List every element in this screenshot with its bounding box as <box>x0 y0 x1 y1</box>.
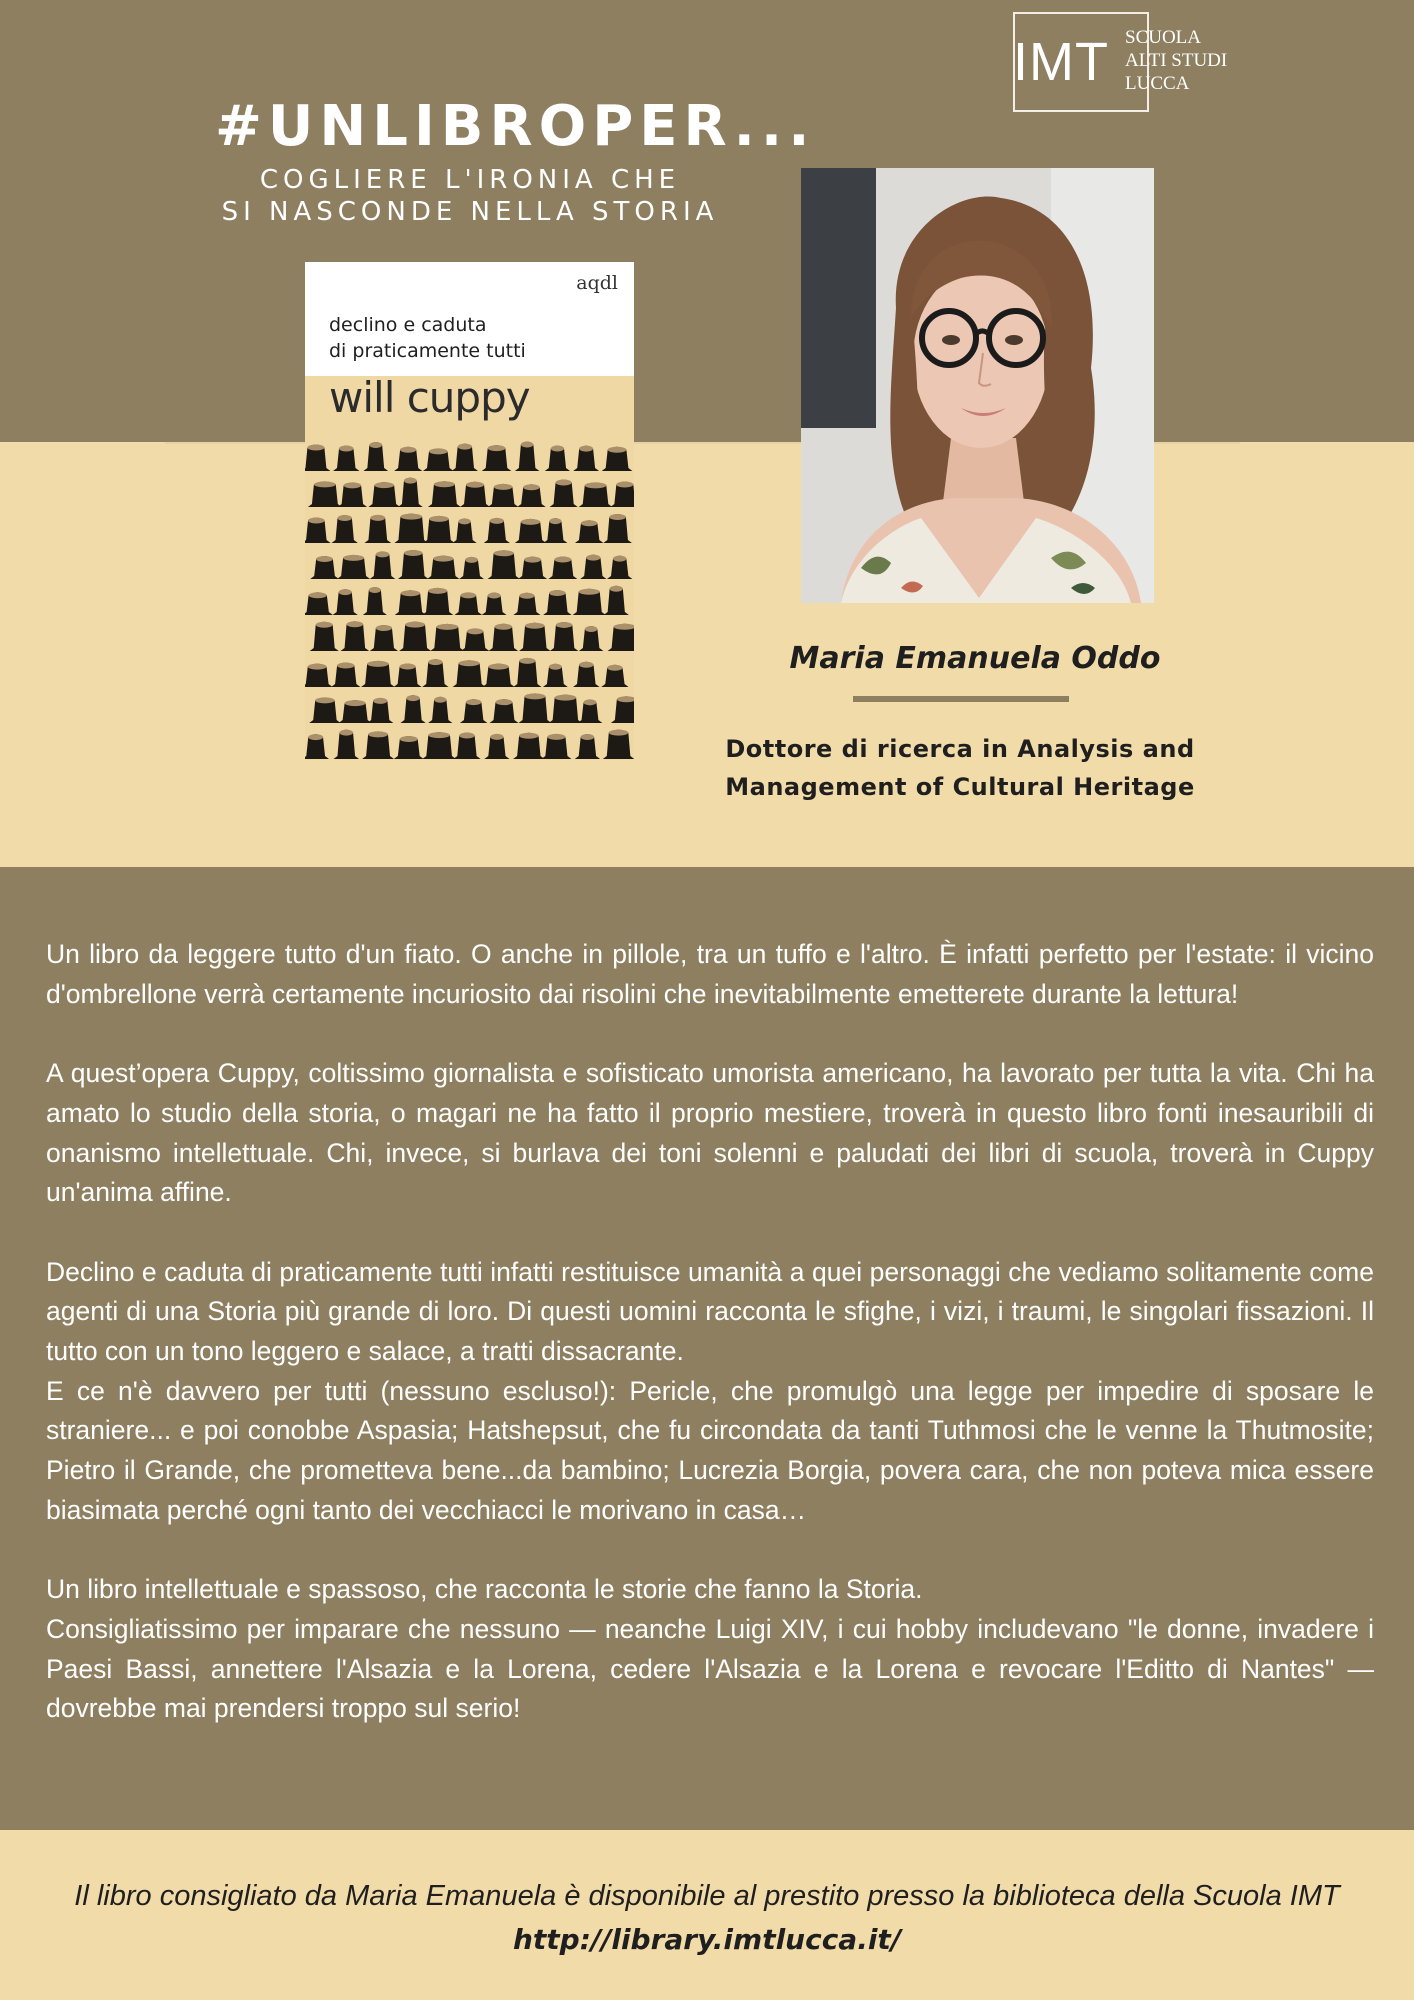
book-title-line-2: di praticamente tutti <box>329 340 526 362</box>
subtitle-line-1: COGLIERE L'IRONIA CHE <box>259 165 681 195</box>
stump-icon <box>430 624 464 651</box>
person-role <box>700 730 1220 806</box>
stump-icon <box>423 448 454 471</box>
stump-icon <box>339 700 372 723</box>
stump-icon <box>461 628 489 651</box>
stump-icon <box>579 482 613 507</box>
stump-icon <box>423 516 454 543</box>
stump-icon <box>460 699 487 723</box>
stump-icon <box>310 556 339 579</box>
stump-icon <box>488 484 519 507</box>
person-role-line-1: Dottore di ricerca in Analysis and <box>725 735 1195 763</box>
stump-icon <box>579 626 604 651</box>
stump-icon <box>368 482 400 507</box>
stump-icon <box>550 480 578 507</box>
stump-icon <box>305 592 333 615</box>
stump-icon <box>603 514 632 543</box>
stump-icon <box>394 447 422 471</box>
person-name: Maria Emanuela Oddo <box>789 641 1161 676</box>
stump-icon <box>364 515 391 543</box>
stump-icon <box>518 557 547 579</box>
author-portrait <box>801 168 1154 603</box>
paragraph-4: E ce n'è davvero per tutti (nessuno escluso!): Pericle, che promulgò una legge per impedire di sposare le straniere... e poi conobbe Aspasia; Hatshepsut, che fu circondata da tanti Tuthmosi che le venne la Thutmosite; Pietro il Grande, che prometteva bene...da bambino; Lucrezia Borgia, povera cara, che non poteva mica essere biasimata perché ogni tanto dei vecchiacci le morivano in casa… <box>46 1375 1374 1525</box>
paragraph-spacer <box>46 1014 1374 1054</box>
book-cover <box>305 262 634 760</box>
stump-icon <box>453 660 486 687</box>
stump-icon <box>489 624 519 651</box>
person-role-line-2: Management of Cultural Heritage <box>725 773 1195 801</box>
stump-icon <box>394 514 428 543</box>
stump-icon <box>452 444 478 471</box>
stump-icon <box>607 556 632 579</box>
paragraph-6: Consigliatissimo per imparare che nessuno — neanche Luigi XIV, i cui hobby includevano "le donne, invadere i Paesi Bassi, annettere l'Alsazia e la Lorena, cedere l'Alsazia e la Lorena e revocare l'Editto di Nantes" — dovrebbe mai prendersi troppo sul serio! <box>46 1613 1374 1724</box>
stump-icon <box>398 550 429 579</box>
stump-icon <box>482 592 507 615</box>
stump-icon <box>460 482 490 507</box>
stump-icon <box>513 658 541 687</box>
logo-line-3: LUCCA <box>1125 73 1190 94</box>
stump-icon <box>573 446 599 471</box>
book-title-line-1: declino e caduta <box>329 314 487 336</box>
paragraph-5: Un libro intellettuale e spassoso, che racconta le storie che fanno la Storia. <box>46 1574 923 1605</box>
stump-icon <box>603 730 634 759</box>
stump-icon <box>601 665 628 687</box>
stump-icon <box>519 623 551 651</box>
hashtag-title: #UNLIBROPER... <box>215 94 816 159</box>
library-link[interactable]: http://library.imtlucca.it/ <box>512 1923 902 1956</box>
stump-icon <box>573 589 606 615</box>
stump-icon <box>515 441 540 471</box>
stump-icon <box>422 588 453 615</box>
stump-icon <box>367 698 393 723</box>
publisher-logo: aqdl <box>576 272 618 294</box>
stump-icon <box>338 482 367 507</box>
stump-icon <box>333 730 359 759</box>
stump-icon <box>484 518 510 543</box>
stump-icon <box>578 699 603 723</box>
stump-icon <box>400 695 425 723</box>
stump-icon <box>575 734 600 759</box>
portrait-illustration <box>801 168 1154 603</box>
stump-icon <box>541 734 571 759</box>
stump-icon <box>453 733 480 759</box>
imt-logo <box>1013 12 1226 112</box>
stump-icon <box>543 590 571 615</box>
stump-icon <box>428 697 452 723</box>
paragraph-spacer <box>46 1213 1374 1253</box>
stump-icon <box>333 589 358 615</box>
stump-icon <box>455 592 483 615</box>
stump-icon <box>310 622 339 651</box>
stump-icon <box>308 481 342 507</box>
stump-icon <box>543 518 567 543</box>
stump-icon <box>513 593 540 615</box>
stump-icon <box>332 515 358 543</box>
logo-text <box>1125 26 1227 95</box>
subtitle <box>200 164 740 228</box>
stump-icon <box>549 695 582 723</box>
name-divider <box>853 696 1069 702</box>
stump-icon <box>610 481 634 507</box>
stump-icon <box>611 696 634 723</box>
stump-icon <box>370 551 396 579</box>
stump-icon <box>394 736 424 759</box>
logo-line-2: ALTI STUDI <box>1125 50 1228 71</box>
stump-icon <box>543 664 568 687</box>
stump-icon <box>515 519 546 543</box>
stump-icon <box>362 731 394 759</box>
stump-icon <box>399 622 431 651</box>
stump-icon <box>422 732 456 759</box>
stump-icon <box>309 697 340 723</box>
stump-icon <box>459 557 484 579</box>
stump-icon <box>395 590 426 615</box>
stump-icon <box>484 734 509 759</box>
stump-icon <box>398 478 423 507</box>
subtitle-line-2: SI NASCONDE NELLA STORIA <box>221 197 719 227</box>
book-title <box>329 312 526 364</box>
stump-icon <box>604 586 629 615</box>
stump-icon <box>305 445 330 471</box>
stump-icon <box>363 442 388 471</box>
stump-icon <box>490 699 519 723</box>
stump-icon <box>305 734 329 759</box>
stump-icon <box>333 445 359 471</box>
stump-icon <box>370 625 398 651</box>
stump-icon <box>580 555 606 579</box>
paragraph-1: Un libro da leggere tutto d'un fiato. O anche in pillole, tra un tuffo e l'altro. È infatti perfetto per l'estate: il vicino d'ombrellone verrà certamente incuriosito dai risolini che inevitabilmente emetterete durante la lettura! <box>46 939 1374 1009</box>
stump-icon <box>575 520 603 543</box>
stump-icon <box>545 445 570 471</box>
stump-icon <box>517 484 546 507</box>
stump-icon <box>602 447 633 471</box>
stump-icon <box>422 659 448 687</box>
logo-line-1: SCUOLA <box>1125 27 1202 48</box>
stump-icon <box>513 733 544 759</box>
paragraph-3: Declino e caduta di praticamente tutti infatti restituisce umanità a quei personaggi che vediamo solitamente come agenti di una Storia più grande di loro. Di questi uomini racconta le sfighe, i vizi, i traumi, le singolari fissazioni. Il tutto con un tono leggero e salace, a tratti dissacrante. <box>46 1256 1374 1366</box>
paragraph-2: A quest’opera Cuppy, coltissimo giornalista e sofisticato umorista americano, ha lavorato per tutta la vita. Chi ha amato lo studio della storia, o magari ne ha fatto il proprio mestiere, troverà in questo libro fonti inesauribili di onanismo intellettuale. Chi, invece, si burlava dei toni solenni e paludati dei libri di scuola, troverà in Cuppy un'anima affine. <box>46 1058 1374 1208</box>
stump-icon <box>363 587 387 615</box>
paragraph-spacer <box>46 1531 1374 1571</box>
stump-icon <box>341 621 370 651</box>
stump-icon <box>548 556 577 579</box>
stump-icon <box>573 662 600 687</box>
stump-icon <box>331 662 360 687</box>
stump-icon <box>305 517 331 543</box>
stump-icon <box>427 556 459 579</box>
stump-icon <box>394 664 422 687</box>
stump-icon <box>519 693 552 723</box>
stump-icon <box>482 445 512 471</box>
stump-icon <box>550 622 578 651</box>
availability-note: Il libro consigliato da Maria Emanuela è disponibile al prestito presso la biblioteca della Scuola IMT <box>74 1880 1340 1912</box>
book-author: will cuppy <box>329 373 530 422</box>
stump-icon <box>337 555 370 579</box>
stump-icon <box>361 661 395 687</box>
logo-mark: IMT <box>1013 32 1109 92</box>
stump-icon <box>305 664 333 687</box>
tree-stumps-illustration <box>305 434 634 760</box>
stump-icon <box>482 664 514 687</box>
stump-icon <box>452 518 476 543</box>
review-text <box>46 935 1374 1729</box>
stump-icon <box>608 624 634 651</box>
stump-icon <box>428 481 461 507</box>
stump-icon <box>488 550 520 579</box>
